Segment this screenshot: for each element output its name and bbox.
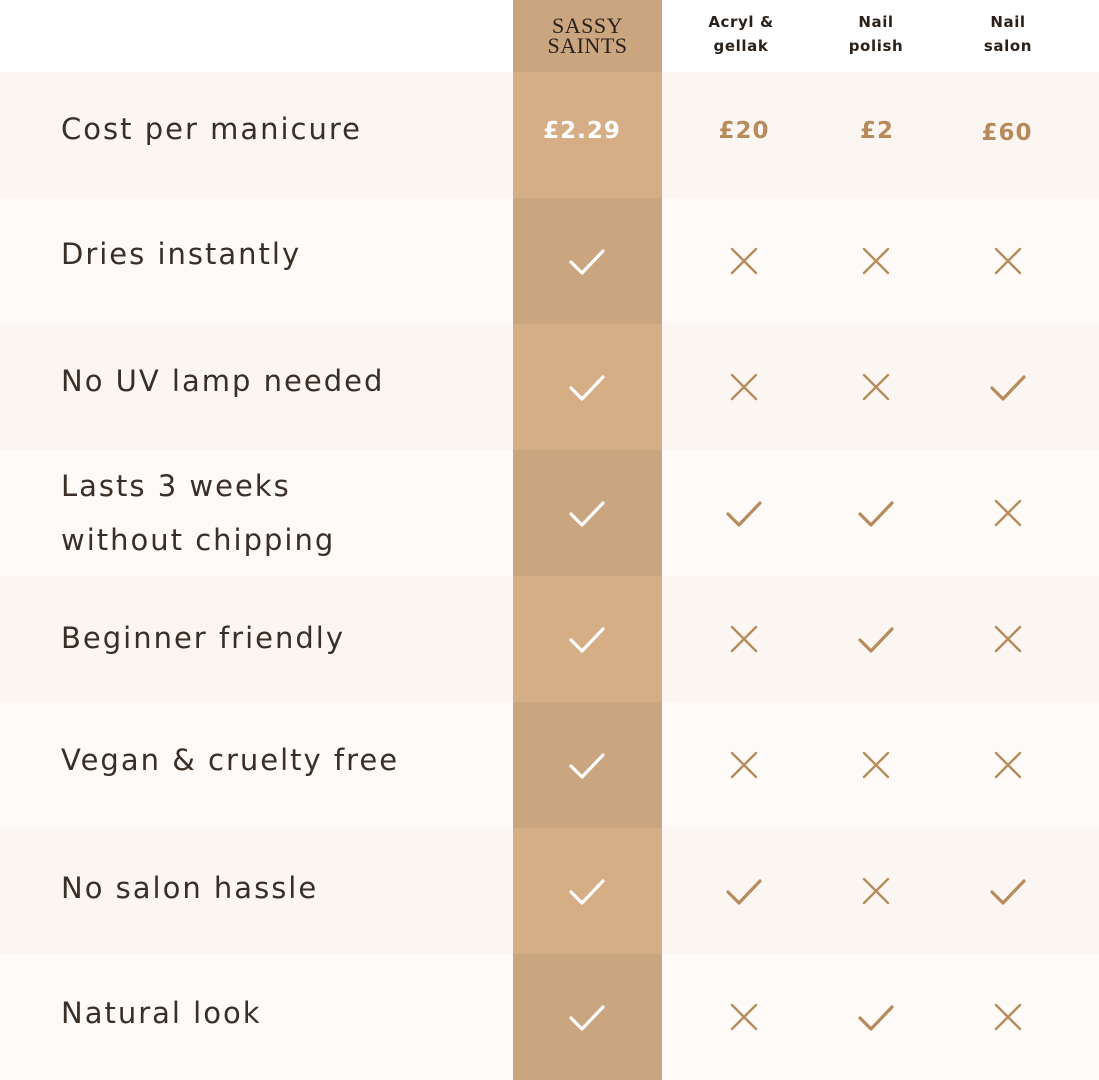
row-label-uv: No UV lamp needed	[61, 364, 385, 398]
price-acryl-gellak: £20	[718, 118, 770, 144]
column-header-nail-salon	[953, 10, 1063, 58]
cross-icon	[724, 745, 764, 785]
price-nail-polish: £2	[859, 118, 894, 144]
row-label-beginner: Beginner friendly	[61, 621, 345, 655]
column-header-line: Nail	[858, 13, 894, 31]
check-icon	[567, 493, 607, 533]
check-icon	[567, 619, 607, 659]
cross-icon	[988, 997, 1028, 1037]
column-header-nail-polish	[821, 10, 931, 58]
check-icon	[988, 871, 1028, 911]
check-icon	[724, 493, 764, 533]
row-label-natural: Natural look	[61, 996, 262, 1030]
cross-icon	[856, 745, 896, 785]
check-icon	[856, 997, 896, 1037]
check-icon	[567, 241, 607, 281]
check-icon	[567, 745, 607, 785]
check-icon	[724, 871, 764, 911]
row-label-cost: Cost per manicure	[61, 112, 362, 146]
cross-icon	[988, 619, 1028, 659]
row-label-lasts-line1: Lasts 3 weeks	[61, 469, 291, 503]
check-icon	[567, 367, 607, 407]
column-header-acryl-gellak	[686, 10, 796, 58]
cross-icon	[988, 745, 1028, 785]
brand-logo-line2: SAINTS	[547, 33, 628, 58]
check-icon	[988, 367, 1028, 407]
column-header-line: Acryl &	[708, 13, 774, 31]
row-label-salon-hassle: No salon hassle	[61, 871, 319, 905]
cross-icon	[724, 241, 764, 281]
check-icon	[856, 493, 896, 533]
price-nail-salon: £60	[981, 120, 1033, 146]
cross-icon	[724, 619, 764, 659]
cross-icon	[856, 367, 896, 407]
cross-icon	[988, 241, 1028, 281]
column-header-line: salon	[983, 37, 1033, 55]
column-header-line: gellak	[713, 37, 769, 55]
check-icon	[856, 619, 896, 659]
row-label-vegan: Vegan & cruelty free	[61, 743, 400, 777]
cross-icon	[724, 367, 764, 407]
column-header-line: polish	[848, 37, 904, 55]
brand-logo	[513, 0, 662, 72]
row-label-lasts-line2: without chipping	[61, 523, 336, 557]
brand-logo-line1: SASSY	[552, 13, 623, 38]
check-icon	[567, 871, 607, 911]
cross-icon	[856, 241, 896, 281]
cross-icon	[724, 997, 764, 1037]
cross-icon	[856, 871, 896, 911]
row-label-dries: Dries instantly	[61, 237, 302, 271]
price-sassy-saints: £2.29	[543, 118, 621, 144]
check-icon	[567, 997, 607, 1037]
cross-icon	[988, 493, 1028, 533]
column-header-line: Nail	[990, 13, 1026, 31]
